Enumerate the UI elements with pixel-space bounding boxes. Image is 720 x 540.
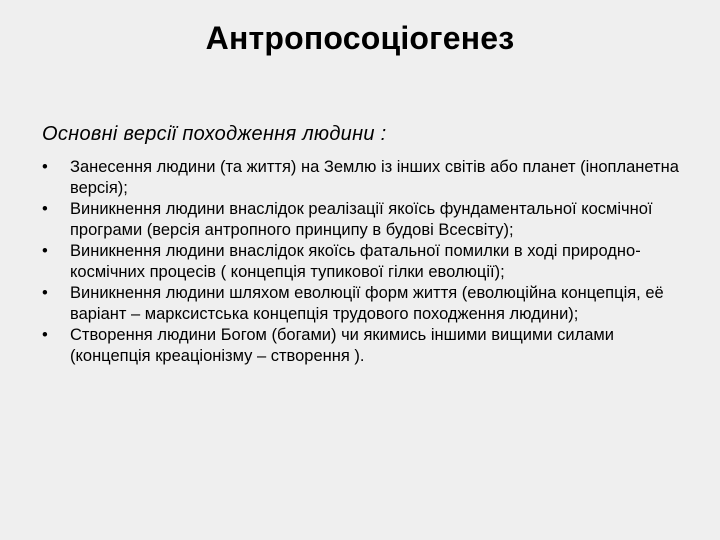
- bullet-icon: •: [42, 200, 48, 218]
- list-item: [42, 241, 682, 283]
- list-item: [42, 199, 682, 241]
- list-item-text: Виникнення людини внаслідок якоїсь фатальної помилки в ході природно-космічних процесів ( концепція тупикової гілки еволюції);: [70, 242, 641, 281]
- bullet-icon: •: [42, 158, 48, 176]
- list-item: [42, 283, 682, 325]
- list-item-text: Створення людини Богом (богами) чи якимись іншими вищими силами (концепція креаціонізму – створення ).: [70, 326, 614, 365]
- list-item: [42, 157, 682, 199]
- bullet-icon: •: [42, 242, 48, 260]
- list-item-text: Занесення людини (та життя) на Землю із інших світів або планет (інопланетна версія);: [70, 158, 679, 197]
- list-item: [42, 325, 682, 367]
- list-item-text: Виникнення людини шляхом еволюції форм життя (еволюційна концепція, её варіант – марксистська концепція трудового походження людини);: [70, 284, 664, 323]
- bullet-list: [42, 157, 682, 367]
- slide-subtitle: Основні версії походження людини :: [42, 123, 387, 145]
- bullet-icon: •: [42, 326, 48, 344]
- bullet-icon: •: [42, 284, 48, 302]
- list-item-text: Виникнення людини внаслідок реалізації якоїсь фундаментальної космічної програми (версія антропного принципу в будові Всесвіту);: [70, 200, 653, 239]
- slide-title: Антропосоціогенез: [205, 20, 515, 56]
